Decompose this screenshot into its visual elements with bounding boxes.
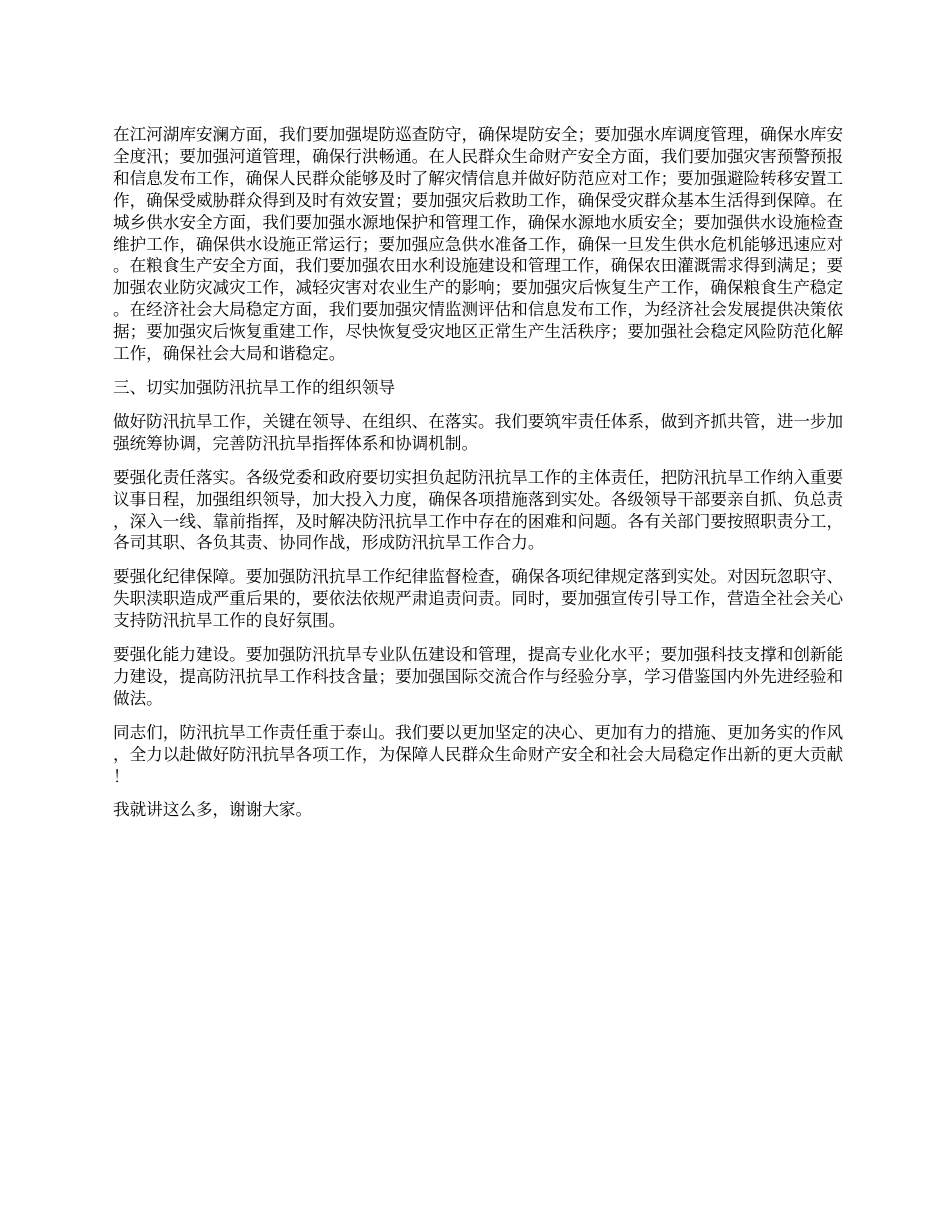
section-heading-organization: 三、切实加强防汛抗旱工作的组织领导	[113, 377, 396, 397]
paragraph-closing-call: 同志们，防汛抗旱工作责任重于泰山。我们要以更加坚定的决心、更加有力的措施、更加务实的作风，全力以赴做好防汛抗旱各项工作，为保障人民群众生命财产安全和社会大局稳定作出新的更大贡献！	[113, 722, 844, 786]
paragraph-discipline: 要强化纪律保障。要加强防汛抗旱工作纪律监督检查，确保各项纪律规定落到实处。对因玩忽职守、失职渎职造成严重后果的，要依法依规严肃追责问责。同时，要加强宣传引导工作，营造全社会关心支持防汛抗旱工作的良好氛围。	[113, 567, 844, 631]
paragraph-closing-thanks: 我就讲这么多，谢谢大家。	[113, 800, 313, 820]
document-body	[113, 124, 858, 833]
paragraph-responsibility: 要强化责任落实。各级党委和政府要切实担负起防汛抗旱工作的主体责任，把防汛抗旱工作纳入重要议事日程，加强组织领导，加大投入力度，确保各项措施落到实处。各级领导干部要亲自抓、负总责，深入一线、靠前指挥，及时解决防汛抗旱工作中存在的困难和问题。各有关部门要按照职责分工，各司其职、各负其责、协同作战，形成防汛抗旱工作合力。	[113, 467, 844, 553]
paragraph-safety-measures: 在江河湖库安澜方面，我们要加强堤防巡查防守，确保堤防安全；要加强水库调度管理，确保水库安全度汛；要加强河道管理，确保行洪畅通。在人民群众生命财产安全方面，我们要加强灾害预警预报和信息发布工作，确保人民群众能够及时了解灾情信息并做好防范应对工作；要加强避险转移安置工作，确保受威胁群众得到及时有效安置；要加强灾后救助工作，确保受灾群众基本生活得到保障。在城乡供水安全方面，我们要加强水源地保护和管理工作，确保水源地水质安全；要加强供水设施检查维护工作，确保供水设施正常运行；要加强应急供水准备工作，确保一旦发生供水危机能够迅速应对。在粮食生产安全方面，我们要加强农田水利设施建设和管理工作，确保农田灌溉需求得到满足；要加强农业防灾减灾工作，减轻灾害对农业生产的影响；要加强灾后恢复生产工作，确保粮食生产稳定。在经济社会大局稳定方面，我们要加强灾情监测评估和信息发布工作，为经济社会发展提供决策依据；要加强灾后恢复重建工作，尽快恢复受灾地区正常生产生活秩序；要加强社会稳定风险防范化解工作，确保社会大局和谐稳定。	[113, 125, 844, 364]
paragraph-leadership-key: 做好防汛抗旱工作，关键在领导、在组织、在落实。我们要筑牢责任体系，做到齐抓共管，进一步加强统筹协调，完善防汛抗旱指挥体系和协调机制。	[113, 411, 844, 453]
paragraph-capacity-building: 要强化能力建设。要加强防汛抗旱专业队伍建设和管理，提高专业化水平；要加强科技支撑和创新能力建设，提高防汛抗旱工作科技含量；要加强国际交流合作与经验分享，学习借鉴国内外先进经验和做法。	[113, 645, 844, 708]
